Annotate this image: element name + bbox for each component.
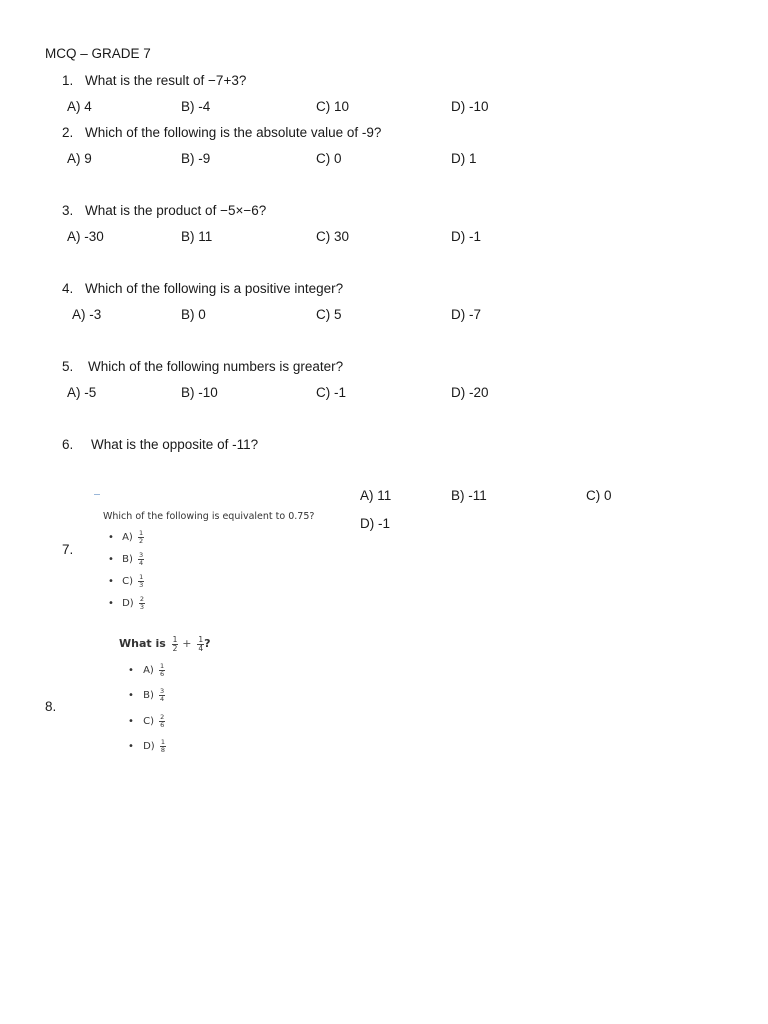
- bullet-icon: •: [128, 665, 134, 676]
- fraction: $\frac{1}{3}$: [139, 573, 144, 589]
- bullet-icon: •: [128, 741, 134, 752]
- option-b: B) -10: [181, 385, 218, 400]
- bullet-icon: •: [108, 554, 114, 565]
- option-a: A) -30: [67, 229, 104, 244]
- option-d: D) -1: [451, 229, 481, 244]
- fraction: $\frac{3}{4}$: [139, 551, 144, 567]
- option-b: B) 0: [181, 307, 206, 322]
- question-text: Which of the following is equivalent to 0.75?: [103, 511, 315, 522]
- option-c: C) 5: [316, 307, 342, 322]
- question-number: 3.: [62, 203, 74, 218]
- bullet-icon: •: [108, 576, 114, 587]
- question-text: What is $\frac{1}{2}$ + $\frac{1}{4}$ ?: [119, 635, 211, 653]
- bullet-icon: •: [128, 716, 134, 727]
- bullet-icon: •: [108, 532, 114, 543]
- option-c: C) 10: [316, 99, 350, 114]
- option-a: A) 9: [67, 151, 92, 166]
- list-item: • D) $\frac{2}{3}$: [108, 595, 145, 611]
- option-a: A) 11: [360, 488, 392, 503]
- question-number: 5.: [62, 359, 74, 374]
- option-c: C) -1: [316, 385, 346, 400]
- option-d: D) -10: [451, 99, 489, 114]
- page-title: MCQ – GRADE 7: [45, 46, 151, 61]
- list-item: • B) $\frac{3}{4}$: [108, 551, 144, 567]
- option-a: A) 4: [67, 99, 92, 114]
- option-b: B) -11: [451, 488, 487, 503]
- option-b: B) -4: [181, 99, 211, 114]
- question-text: Which of the following is the absolute value of -9?: [85, 125, 382, 140]
- bullet-icon: •: [128, 690, 134, 701]
- text-cursor-mark: [94, 494, 100, 495]
- question-text: What is the product of −5×−6?: [85, 203, 267, 218]
- option-c: C) 0: [586, 488, 612, 503]
- option-c: C) 0: [316, 151, 342, 166]
- option-b: B) 11: [181, 229, 213, 244]
- fraction: $\frac{3}{4}$: [160, 687, 165, 703]
- question-number: 6.: [62, 437, 74, 452]
- fraction: $\frac{2}{3}$: [139, 595, 145, 611]
- question-text: What is the opposite of -11?: [91, 437, 259, 452]
- fraction: $\frac{1}{6}$: [160, 662, 165, 678]
- option-a: A) -5: [67, 385, 97, 400]
- option-d: D) 1: [451, 151, 477, 166]
- question-number: 8.: [45, 699, 57, 714]
- option-c: C) 30: [316, 229, 350, 244]
- fraction: $\frac{1}{4}$: [198, 635, 204, 653]
- list-item: • D) $\frac{1}{8}$: [128, 738, 166, 754]
- bullet-icon: •: [108, 598, 114, 609]
- fraction: $\frac{1}{2}$: [172, 635, 178, 653]
- question-number: 4.: [62, 281, 74, 296]
- list-item: • A) $\frac{1}{6}$: [128, 662, 165, 678]
- question-text: Which of the following numbers is greater?: [88, 359, 344, 374]
- option-d: D) -1: [360, 516, 390, 531]
- question-number: 2.: [62, 125, 74, 140]
- list-item: • B) $\frac{3}{4}$: [128, 687, 165, 703]
- fraction: $\frac{1}{2}$: [139, 529, 144, 545]
- option-d: D) -20: [451, 385, 489, 400]
- list-item: • C) $\frac{1}{3}$: [108, 573, 144, 589]
- list-item: • C) $\frac{2}{6}$: [128, 713, 165, 729]
- question-text: What is the result of −7+3?: [85, 73, 247, 88]
- option-d: D) -7: [451, 307, 481, 322]
- question-number: 1.: [62, 73, 74, 88]
- fraction: $\frac{2}{6}$: [160, 713, 165, 729]
- list-item: • A) $\frac{1}{2}$: [108, 529, 144, 545]
- option-a: A) -3: [72, 307, 102, 322]
- question-number: 7.: [62, 542, 74, 557]
- question-text: Which of the following is a positive integer?: [85, 281, 344, 296]
- fraction: $\frac{1}{8}$: [160, 738, 166, 754]
- option-b: B) -9: [181, 151, 211, 166]
